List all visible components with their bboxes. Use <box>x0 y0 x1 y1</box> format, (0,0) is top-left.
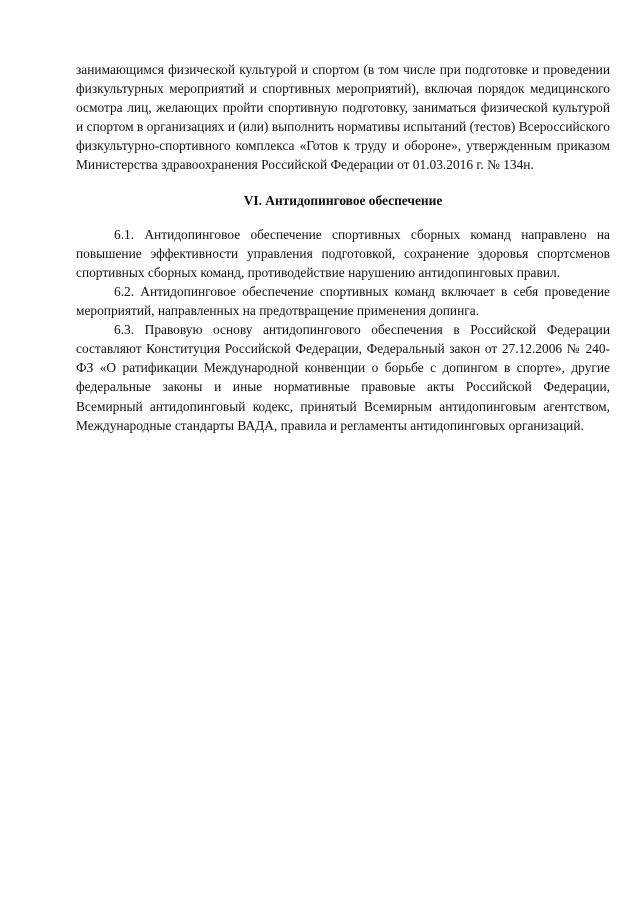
paragraph-6-3: 6.3. Правовую основу антидопингового обеспечения в Российской Федерации составляют Конституция Российской Федерации, Федеральный закон от 27.12.2006 № 240-ФЗ «О ратификации Международной конвенции о борьбе с допингом в спорте», другие федеральные законы и иные нормативные правовые акты Российской Федерации, Всемирный антидопинговый кодекс, принятый Всемирным антидопинговым агентством, Международные стандарты ВАДА, правила и регламенты антидопинговых организаций. <box>76 322 610 433</box>
section-title: VI. Антидопинговое обеспечение <box>243 192 443 208</box>
paragraph-6-1: 6.1. Антидопинговое обеспечение спортивных сборных команд направлено на повышение эффективности управления подготовкой, сохранение здоровья спортсменов спортивных сборных команд, противодействие нарушению антидопинговых правил. <box>76 226 610 280</box>
intro-paragraph: занимающимся физической культурой и спортом (в том числе при подготовке и проведении физкультурных мероприятий и спортивных мероприятий), включая порядок медицинского осмотра лиц, желающих пройти спортивную подготовку, заниматься физической культурой и спортом в организациях и (или) выполнить нормативы испытаний (тестов) Всероссийского физкультурно-спортивного комплекса «Готов к труду и обороне», утвержденным приказом Министерства здравоохранения Российской Федерации от 01.03.2016 г. № 134н. <box>76 62 610 173</box>
paragraph-6-2: 6.2. Антидопинговое обеспечение спортивных команд включает в себя проведение мероприятий, направленных на предотвращение применения допинга. <box>76 283 610 319</box>
document-page <box>76 60 610 435</box>
